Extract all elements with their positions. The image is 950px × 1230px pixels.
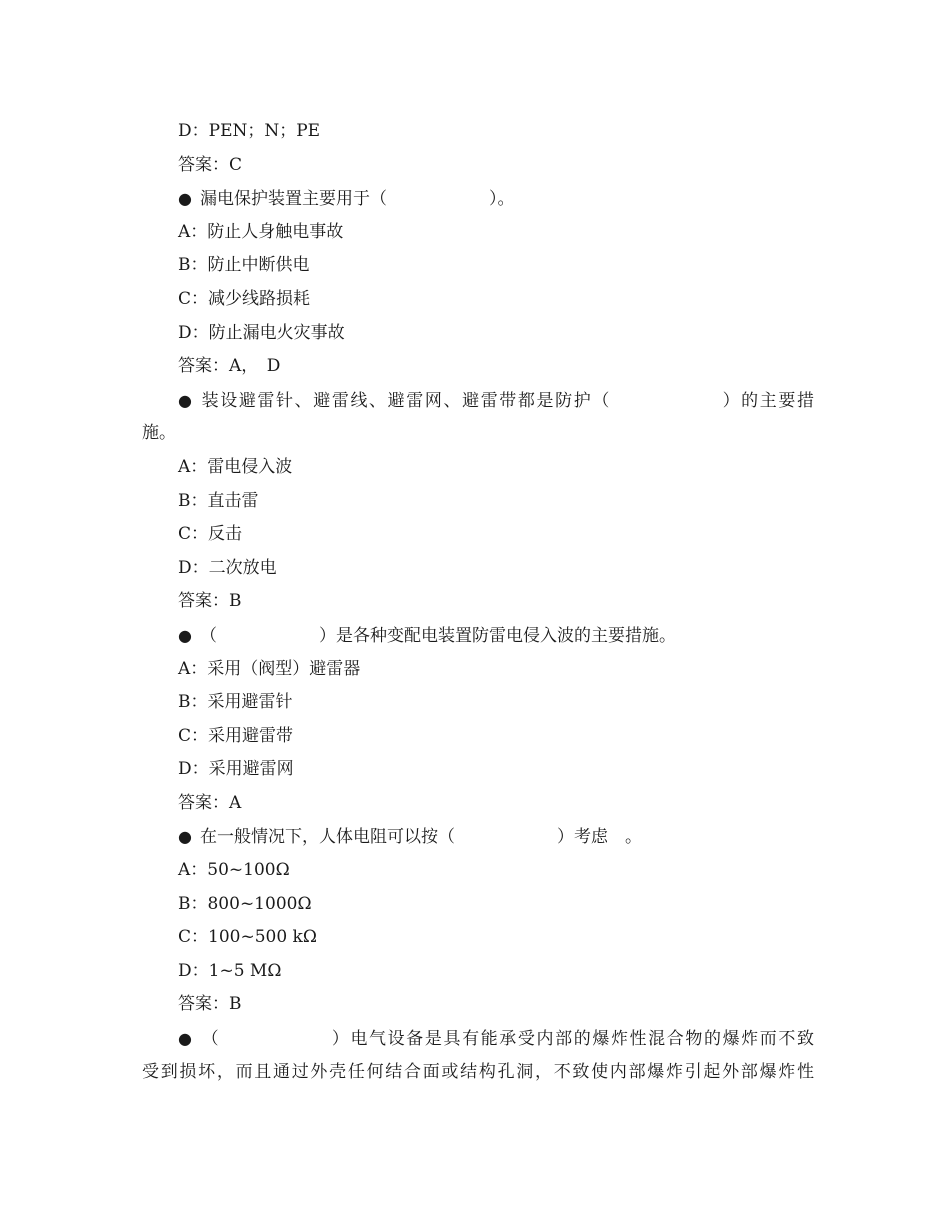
line-text: 答案：C [178, 154, 243, 175]
line-text: D：防止漏电火灾事故 [178, 322, 345, 343]
line-text: 答案：A， D [178, 356, 281, 377]
question-line [142, 182, 814, 216]
line-text: A：50~100Ω [178, 860, 290, 881]
bullet-icon: ● [178, 390, 192, 410]
option-line [142, 518, 814, 552]
line-text: 施。 [142, 423, 176, 444]
option-line [142, 451, 814, 485]
continuation-line [142, 417, 814, 451]
line-text: B：防止中断供电 [178, 255, 310, 276]
line-text: 在一般情况下，人体电阻可以按（ ）考虑 。 [200, 827, 642, 848]
question-line [142, 384, 814, 418]
option-line [142, 720, 814, 754]
line-text: 答案：B [178, 994, 242, 1015]
line-text: 受到损坏，而且通过外壳任何结合面或结构孔洞，不致使内部爆炸引起外部爆炸性 [142, 1061, 814, 1082]
option-line [142, 653, 814, 687]
line-text: C：反击 [178, 524, 243, 545]
option-line [142, 686, 814, 720]
line-text: B：800~1000Ω [178, 893, 312, 914]
line-text: A：防止人身触电事故 [178, 221, 344, 242]
bullet-icon: ● [178, 827, 192, 847]
question-line [142, 820, 814, 854]
line-text: D：二次放电 [178, 557, 277, 578]
option-line [142, 753, 814, 787]
answer-line [142, 350, 814, 384]
option-line [142, 485, 814, 519]
question-line [142, 1022, 814, 1056]
line-text: D：PEN；N；PE [178, 121, 321, 141]
line-text: B：采用避雷针 [178, 692, 293, 713]
option-line [142, 283, 814, 317]
line-text: C：采用避雷带 [178, 725, 294, 746]
bullet-icon: ● [178, 1029, 192, 1049]
answer-line [142, 149, 814, 183]
option-line [142, 921, 814, 955]
document-page [142, 115, 814, 1089]
continuation-line [142, 1056, 814, 1090]
line-text: 装设避雷针、避雷线、避雷网、避雷带都是防护（ ）的主要措 [200, 390, 814, 411]
line-text: A：雷电侵入波 [178, 456, 293, 477]
line-text: （ ）是各种变配电装置防雷电侵入波的主要措施。 [200, 625, 676, 646]
option-line [142, 955, 814, 989]
line-text: B：直击雷 [178, 490, 259, 511]
option-line [142, 115, 814, 149]
option-line [142, 317, 814, 351]
answer-line [142, 585, 814, 619]
answer-line [142, 988, 814, 1022]
option-line [142, 854, 814, 888]
line-text: 漏电保护装置主要用于（ ）。 [200, 189, 515, 210]
option-line [142, 552, 814, 586]
line-text: D：1~5 MΩ [178, 960, 282, 981]
bullet-icon: ● [178, 625, 192, 645]
line-text: C：减少线路损耗 [178, 288, 311, 309]
question-line [142, 619, 814, 653]
line-text: D：采用避雷网 [178, 759, 294, 780]
line-text: C：100~500 kΩ [178, 927, 317, 948]
option-line [142, 888, 814, 922]
line-text: 答案：A [178, 792, 242, 813]
option-line [142, 216, 814, 250]
answer-line [142, 787, 814, 821]
option-line [142, 249, 814, 283]
bullet-icon: ● [178, 189, 192, 209]
line-text: A：采用（阀型）避雷器 [178, 658, 361, 679]
line-text: （ ）电气设备是具有能承受内部的爆炸性混合物的爆炸而不致 [200, 1029, 814, 1050]
line-text: 答案：B [178, 591, 242, 612]
